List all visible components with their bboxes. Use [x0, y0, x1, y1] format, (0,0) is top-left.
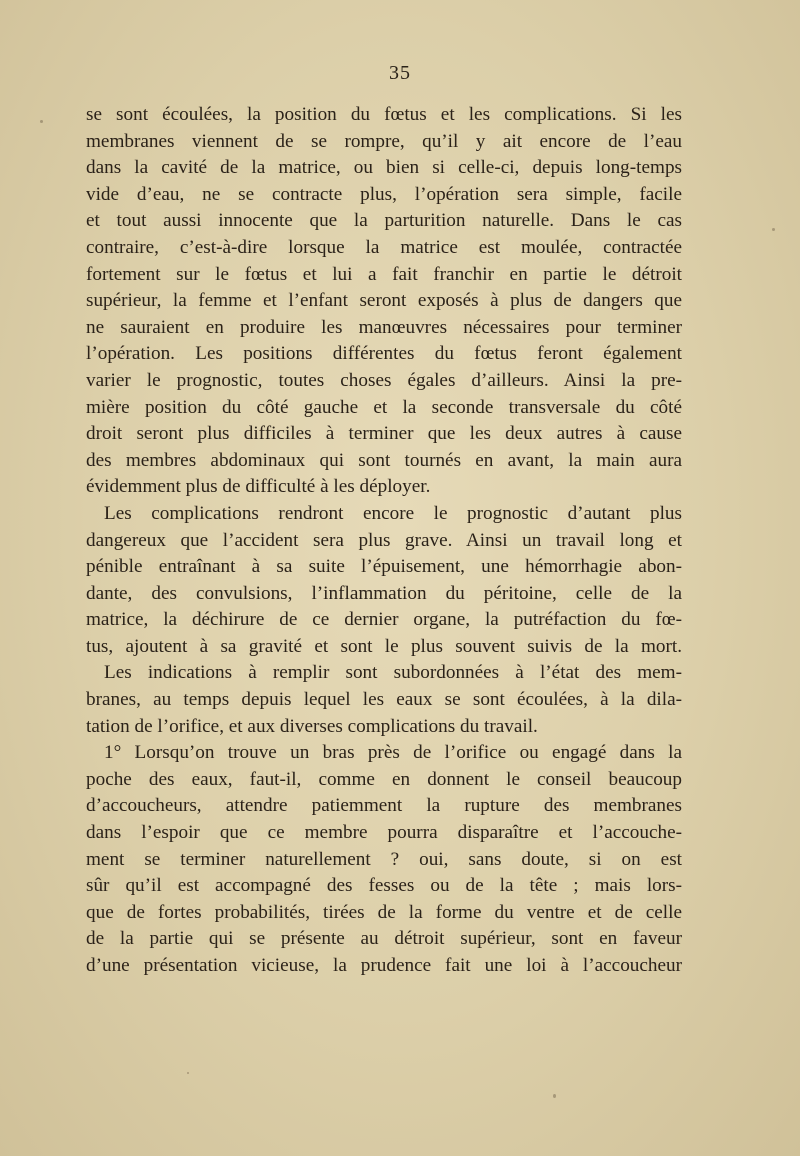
- page-number: 35: [389, 62, 411, 84]
- text-line: varier le prognostic, toutes choses égales d’ailleurs. Ainsi la pre-: [86, 369, 682, 391]
- paper-speck: [40, 120, 43, 123]
- text-line: tus, ajoutent à sa gravité et sont le plus souvent suivis de la mort.: [86, 635, 682, 657]
- text-line: évidemment plus de difficulté à les déployer.: [86, 476, 431, 498]
- text-line: dante, des convulsions, l’inflammation du péritoine, celle de la: [86, 582, 682, 604]
- text-line: d’une présentation vicieuse, la prudence fait une loi à l’accoucheur: [86, 955, 682, 976]
- body-text: [86, 102, 682, 980]
- text-line: dans la cavité de la matrice, ou bien si celle-ci, depuis long-temps: [86, 157, 682, 179]
- paper-speck: [553, 1094, 556, 1098]
- text-line: poche des eaux, faut-il, comme en donnent le conseil beaucoup: [86, 768, 682, 790]
- text-line: matrice, la déchirure de ce dernier organe, la putréfaction du fœ-: [86, 609, 682, 631]
- text-line: supérieur, la femme et l’enfant seront exposés à plus de dangers que: [86, 290, 682, 312]
- text-line: et tout aussi innocente que la parturition naturelle. Dans le cas: [86, 210, 682, 232]
- text-line: vide d’eau, ne se contracte plus, l’opération sera simple, facile: [86, 183, 682, 205]
- text-line: ne sauraient en produire les manœuvres nécessaires pour terminer: [86, 316, 682, 338]
- text-line: se sont écoulées, la position du fœtus et les complications. Si les: [86, 104, 682, 125]
- paper-speck: [187, 1072, 189, 1074]
- text-line: mière position du côté gauche et la seconde transversale du côté: [86, 396, 682, 418]
- text-line: d’accoucheurs, attendre patiemment la rupture des membranes: [86, 795, 682, 817]
- text-line: droit seront plus difficiles à terminer que les deux autres à cause: [86, 423, 682, 445]
- text-line: dans l’espoir que ce membre pourra disparaître et l’accouche-: [86, 822, 682, 844]
- text-line: fortement sur le fœtus et lui a fait franchir en partie le détroit: [86, 263, 682, 285]
- text-line: pénible entraînant à sa suite l’épuisement, une hémorrhagie abon-: [86, 556, 682, 578]
- text-line: de la partie qui se présente au détroit supérieur, sont en faveur: [86, 928, 682, 950]
- text-line: l’opération. Les positions différentes du fœtus feront également: [86, 343, 682, 365]
- text-line: contraire, c’est-à-dire lorsque la matrice est moulée, contractée: [86, 236, 682, 258]
- text-line: ment se terminer naturellement ? oui, sans doute, si on est: [86, 848, 682, 870]
- text-line: Les indications à remplir sont subordonnées à l’état des mem-: [104, 662, 682, 684]
- text-line: membranes viennent de se rompre, qu’il y ait encore de l’eau: [86, 130, 682, 152]
- text-line: sûr qu’il est accompagné des fesses ou de la tête ; mais lors-: [86, 875, 682, 897]
- paper-speck: [772, 228, 775, 231]
- text-line: branes, au temps depuis lequel les eaux se sont écoulées, à la dila-: [86, 689, 682, 711]
- text-line: Les complications rendront encore le prognostic d’autant plus: [104, 502, 682, 524]
- text-line: des membres abdominaux qui sont tournés en avant, la main aura: [86, 449, 682, 471]
- text-line: tation de l’orifice, et aux diverses complications du travail.: [86, 715, 538, 737]
- text-line: 1° Lorsqu’on trouve un bras près de l’orifice ou engagé dans la: [104, 742, 682, 764]
- text-line: dangereux que l’accident sera plus grave. Ainsi un travail long et: [86, 529, 682, 551]
- text-line: que de fortes probabilités, tirées de la forme du ventre et de celle: [86, 901, 682, 923]
